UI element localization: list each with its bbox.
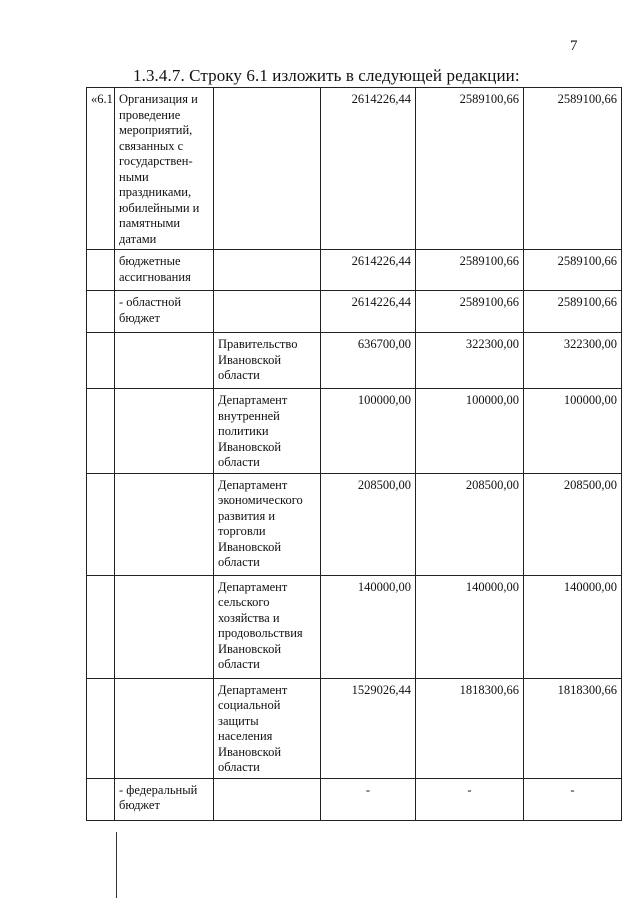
value-cell: 1818300,66 — [524, 678, 622, 778]
value-cell: 2614226,44 — [321, 291, 416, 333]
name-line: бюджет — [119, 310, 160, 325]
executor-line: торговли — [218, 524, 266, 538]
value-cell: 1529026,44 — [321, 678, 416, 778]
value-cell: 2614226,44 — [321, 250, 416, 291]
value-cell: 2589100,66 — [416, 291, 524, 333]
name-line: проведение — [119, 107, 181, 122]
value-cell: 100000,00 — [321, 389, 416, 474]
table-row — [87, 291, 622, 333]
executor-line: социальной — [218, 698, 281, 712]
name-cell — [115, 291, 214, 333]
row-number-cell — [87, 778, 115, 820]
executor-line: защиты — [218, 713, 259, 728]
scan-mark-line — [116, 832, 117, 898]
table-row — [87, 678, 622, 778]
row-number-cell — [87, 333, 115, 389]
name-cell — [115, 778, 214, 820]
executor-line: Ивановской — [218, 352, 282, 367]
executor-line: области — [218, 368, 260, 382]
executor-line: населения — [218, 729, 273, 743]
value-cell: 2589100,66 — [524, 291, 622, 333]
executor-line: области — [218, 555, 260, 569]
value-cell: 208500,00 — [416, 473, 524, 575]
executor-line: Департамент — [218, 682, 288, 697]
executor-line: Правительство — [218, 337, 298, 351]
executor-line: Департамент — [218, 579, 288, 594]
name-cell — [115, 389, 214, 474]
executor-line: внутренней — [218, 408, 280, 423]
table-row — [87, 575, 622, 678]
value-cell: 322300,00 — [416, 333, 524, 389]
table-row — [87, 473, 622, 575]
name-line: ными — [119, 169, 149, 184]
name-cell — [115, 678, 214, 778]
value-cell: 208500,00 — [321, 473, 416, 575]
executor-line: области — [218, 455, 260, 469]
value-cell: 2589100,66 — [416, 88, 524, 250]
name-line: бюджетные — [119, 254, 181, 268]
executor-cell — [214, 575, 321, 678]
executor-line: Ивановской — [218, 641, 282, 656]
value-cell: 636700,00 — [321, 333, 416, 389]
value-cell: 1818300,66 — [416, 678, 524, 778]
executor-line: хозяйства и — [218, 610, 280, 625]
value-cell: 140000,00 — [416, 575, 524, 678]
name-line: ассигнования — [119, 269, 191, 284]
name-cell — [115, 575, 214, 678]
value-cell: 2589100,66 — [524, 88, 622, 250]
value-cell: 208500,00 — [524, 473, 622, 575]
name-line: связанных с — [119, 138, 184, 153]
executor-cell — [214, 778, 321, 820]
budget-table — [86, 87, 622, 821]
row-number-cell — [87, 575, 115, 678]
name-line: датами — [119, 231, 157, 246]
name-line: бюджет — [119, 798, 160, 812]
row-number-cell — [87, 473, 115, 575]
executor-line: Ивановской — [218, 539, 282, 554]
name-line: - областной — [119, 295, 182, 309]
executor-line: политики — [218, 424, 269, 438]
executor-cell — [214, 678, 321, 778]
executor-line: сельского — [218, 595, 270, 609]
value-cell: - — [524, 778, 622, 820]
row-number-cell — [87, 678, 115, 778]
name-cell — [115, 473, 214, 575]
value-cell: 140000,00 — [524, 575, 622, 678]
row-number-cell — [87, 291, 115, 333]
name-cell — [115, 88, 214, 250]
executor-line: области — [218, 760, 260, 774]
table-row — [87, 88, 622, 250]
executor-line: области — [218, 657, 260, 671]
value-cell: 100000,00 — [416, 389, 524, 474]
executor-cell — [214, 473, 321, 575]
value-cell: 140000,00 — [321, 575, 416, 678]
executor-line: Департамент — [218, 393, 288, 407]
executor-line: Департамент — [218, 477, 288, 492]
value-cell: 2589100,66 — [416, 250, 524, 291]
table-row — [87, 778, 622, 820]
name-line: памятными — [119, 216, 181, 230]
executor-cell — [214, 333, 321, 389]
name-cell — [115, 333, 214, 389]
value-cell: 322300,00 — [524, 333, 622, 389]
name-line: Организация и — [119, 92, 198, 106]
executor-cell — [214, 88, 321, 250]
executor-line: Ивановской — [218, 439, 282, 454]
row-number-cell — [87, 389, 115, 474]
value-cell: - — [416, 778, 524, 820]
table-row — [87, 389, 622, 474]
executor-cell — [214, 250, 321, 291]
name-line: мероприятий, — [119, 123, 193, 137]
row-number-cell — [87, 250, 115, 291]
value-cell: 2589100,66 — [524, 250, 622, 291]
value-cell: 100000,00 — [524, 389, 622, 474]
name-line: праздниками, — [119, 185, 192, 199]
value-cell: - — [321, 778, 416, 820]
executor-line: продовольствия — [218, 626, 303, 640]
page-number: 7 — [570, 38, 578, 54]
name-line: государствен- — [119, 154, 193, 168]
executor-line: экономического — [218, 493, 303, 507]
table-row — [87, 250, 622, 291]
name-cell — [115, 250, 214, 291]
row-number-cell: «6.1 — [87, 88, 115, 250]
executor-line: развития и — [218, 508, 276, 523]
table-row — [87, 333, 622, 389]
executor-line: Ивановской — [218, 744, 282, 759]
executor-cell — [214, 389, 321, 474]
amendment-heading: 1.3.4.7. Строку 6.1 изложить в следующей редакции: — [133, 66, 520, 85]
value-cell: 2614226,44 — [321, 88, 416, 250]
name-line: - федеральный — [119, 782, 198, 797]
executor-cell — [214, 291, 321, 333]
name-line: юбилейными и — [119, 200, 200, 215]
